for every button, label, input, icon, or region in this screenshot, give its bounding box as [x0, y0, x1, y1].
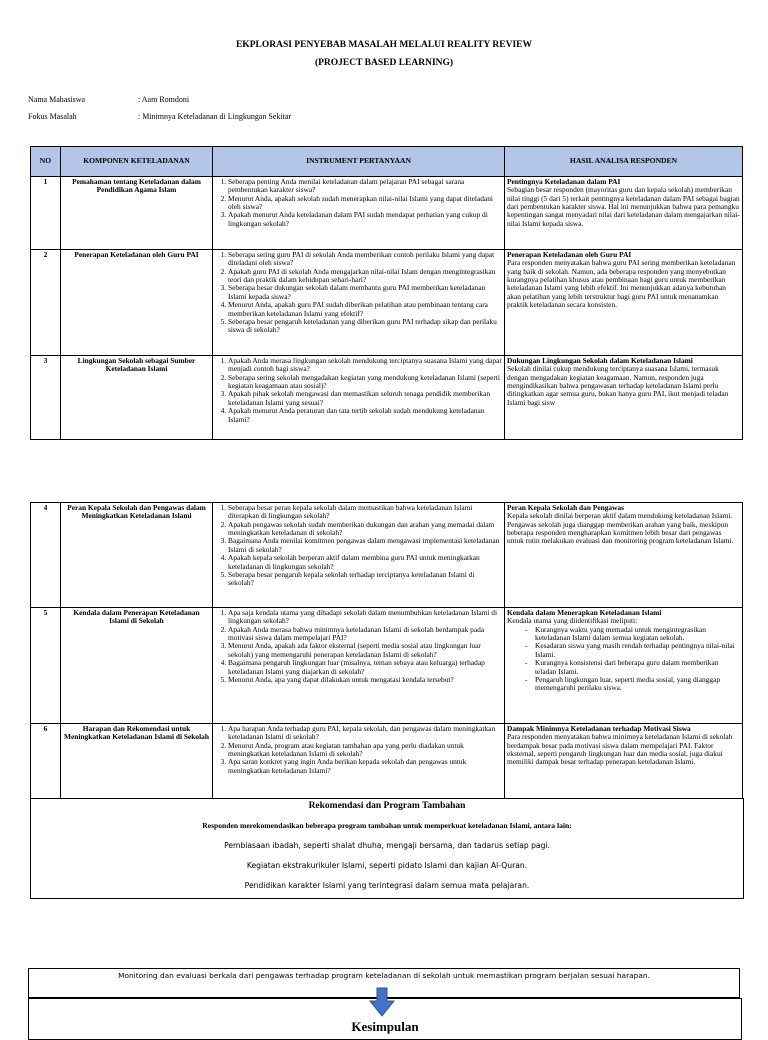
row-komponen: Harapan dan Rekomendasi untuk Meningkatkan Keteladanan Islami di Sekolah — [61, 724, 213, 799]
row-komponen: Kendala dalam Penerapan Keteladanan Islami di Sekolah — [61, 608, 213, 724]
meta-nama-label: Nama Mahasiswa — [28, 95, 86, 104]
question-item: 2. Apakah Anda merasa bahwa minimnya keteladanan Islami di sekolah berdampak pada motivasi siswa dalam mempelajari PAI? — [228, 626, 502, 643]
question-item: 1. Seberapa besar peran kepala sekolah dalam memastikan bahwa keteladanan Islami diterapkan di lingkungan sekolah? — [228, 504, 502, 521]
table-header-row — [31, 147, 743, 177]
col-header-no: NO — [31, 147, 61, 177]
meta-fokus — [28, 112, 292, 121]
recommendation-box — [30, 798, 744, 899]
result-list-item: - Kesadaran siswa yang masih rendah terhadap pentingnya nilai-nilai Islami. — [525, 642, 740, 659]
meta-fokus-label: Fokus Masalah — [28, 112, 77, 121]
col-header-hasil: HASIL ANALISA RESPONDEN — [505, 147, 743, 177]
question-item: 3. Apa saran konkret yang ingin Anda berikan kepada sekolah dan pengawas untuk meningkatkan keteladanan Islami? — [228, 758, 502, 775]
question-item: 2. Menurut Anda, program atau kegiatan tambahan apa yang perlu diadakan untuk meningkatkan keteladanan Islami di sekolah? — [228, 742, 502, 759]
question-item: 4. Bagaimana pengaruh lingkungan luar (misalnya, teman sebaya atau keluarga) terhadap keteladanan Islami yang diajarkan di sekolah? — [228, 659, 502, 676]
document-title: EKPLORASI PENYEBAB MASALAH MELALUI REALITY REVIEW — [235, 40, 533, 50]
result-title: Penerapan Keteladanan oleh Guru PAI — [507, 250, 632, 259]
meta-nama — [28, 95, 190, 104]
question-item: 2. Apakah guru PAI di sekolah Anda mengajarkan nilai-nilai Islam dengan mengintegrasikan teori dan praktik dalam kehidupan sehari-hari? — [228, 268, 502, 285]
table-row — [31, 250, 743, 356]
recommendation-item: Kegiatan ekstrakurikuler Islami, seperti pidato Islami dan kajian Al-Quran. — [246, 861, 528, 870]
result-text: Sebagian besar responden (mayoritas guru dan kepala sekolah) memberikan nilai tinggi (5 dari 5) terkait pentingnya keteladanan dalam PAI sebagai bagian dari pembentukan karakter siswa. Hal ini menunjukkan bahwa para pemangku kepentingan sangat menyadari nilai dari keteladanan dalam mengajarkan nilai-nilai Islami kepada siswa. — [507, 185, 740, 228]
arrow-down-icon — [369, 987, 395, 1017]
row-no: 6 — [31, 724, 61, 799]
table-row — [31, 356, 743, 440]
recommendation-item: Pendidikan karakter Islami yang terintegrasi dalam semua mata pelajaran. — [244, 881, 530, 890]
row-result — [505, 356, 743, 440]
table-row — [31, 608, 743, 724]
result-text: Sekolah dinilai cukup mendukung terciptanya suasana Islami, termasuk dengan mengadakan kegiatan keagamaan. Namun, responden juga mengindikasikan bahwa pengawasan terhadap keteladanan Islami perlu ditingkatkan agar semua guru, bukan hanya guru PAI, ikut menjadi teladan Islami bagi sisw — [507, 364, 729, 407]
analysis-table-part1 — [30, 146, 743, 440]
analysis-table-part2 — [30, 502, 743, 799]
result-text: Para responden menyatakan bahwa guru PAI sering memberikan keteladanan yang baik di sekolah. Namun, ada beberapa responden yang menyebutkan kurangnya pelatihan khusus atau pembinaan bagi guru untuk memberikan keteladanan Islami yang lebih efektif. Ini menunjukkan adanya kebutuhan akan pelatihan yang lebih terstruktur bagi guru PAI untuk menanamkan praktik keteladanan secara konsisten. — [507, 258, 736, 310]
question-item: 2. Seberapa sering sekolah mengadakan kegiatan yang mendukung keteladanan Islami (seperti kegiatan keagamaan atau sosial)? — [228, 374, 502, 391]
row-questions — [213, 250, 505, 356]
question-item: 1. Apa harapan Anda terhadap guru PAI, kepala sekolah, dan pengawas dalam meningkatkan keteladanan Islami di sekolah? — [228, 725, 502, 742]
row-questions — [213, 503, 505, 608]
monitoring-text: Monitoring dan evaluasi berkala dari pengawas terhadap program keteladanan di sekolah untuk memastikan program berjalan sesuai harapan. — [118, 971, 650, 980]
table-row — [31, 177, 743, 250]
question-item: 1. Seberapa penting Anda menilai keteladanan dalam pelajaran PAI sebagai sarana pembentukan karakter siswa? — [228, 178, 502, 195]
question-item: 5. Seberapa besar pengaruh kepala sekolah terhadap terciptanya keteladanan Islami di sekolah? — [228, 571, 502, 588]
question-item: 1. Apakah Anda merasa lingkungan sekolah mendukung terciptanya suasana Islami yang dapat menjadi contoh bagi siswa? — [228, 357, 502, 374]
question-item: 4. Menurut Anda, apakah guru PAI sudah diberikan pelatihan atau pembinaan tentang cara memberikan keteladanan Islami yang efektif? — [228, 301, 502, 318]
row-komponen: Peran Kepala Sekolah dan Pengawas dalam Meningkatkan Keteladanan Islami — [61, 503, 213, 608]
question-item: 3. Apakah pihak sekolah mengawasi dan memastikan seluruh tenaga pendidik memberikan keteladanan Islami yang sesuai? — [228, 390, 502, 407]
result-text: Para responden menyatakan bahwa minimnya keteladanan Islami di sekolah berdampak besar pada motivasi siswa dalam mempelajari PAI. Faktor eksternal, seperti pengaruh lingkungan luar dan media sosial, juga diakui memiliki dampak besar terhadap penerapan keteladanan Islami. — [507, 732, 733, 767]
question-item: 5. Seberapa besar pengaruh keteladanan yang diberikan guru PAI terhadap sikap dan perilaku siswa di sekolah? — [228, 318, 502, 335]
row-no: 5 — [31, 608, 61, 724]
question-item: 2. Menurut Anda, apakah sekolah sudah menerapkan nilai-nilai Islami yang dapat diteladani oleh siswa? — [228, 195, 502, 212]
row-questions — [213, 356, 505, 440]
result-intro: Kendala utama yang diidentifikasi meliputi: — [507, 616, 638, 626]
document-subtitle: (PROJECT BASED LEARNING) — [314, 58, 454, 68]
row-komponen: Pemahaman tentang Keteladanan dalam Pendidikan Agama Islam — [61, 177, 213, 250]
question-item: 3. Seberapa besar dukungan sekolah dalam membantu guru PAI memberikan keteladanan Islami kepada siswa? — [228, 284, 502, 301]
row-questions — [213, 608, 505, 724]
meta-nama-value: : Aam Romdoni — [138, 95, 190, 104]
row-result — [505, 503, 743, 608]
result-list-item: - Kurangnya konsistensi dari beberapa guru dalam memberikan teladan Islami. — [525, 659, 740, 676]
result-title: Kendala dalam Menerapkan Keteladanan Islami — [507, 608, 662, 617]
result-list-item: - Pengaruh lingkungan luar, seperti media sosial, yang dianggap memengaruhi perilaku siswa. — [525, 676, 740, 693]
result-title: Dukungan Lingkungan Sekolah dalam Keteladanan Islami — [507, 356, 693, 365]
question-item: 3. Menurut Anda, apakah ada faktor eksternal (seperti media sosial atau lingkungan luar sekolah) yang memengaruhi penerapan keteladanan Islami di sekolah? — [228, 642, 502, 659]
row-result — [505, 724, 743, 799]
conclusion-label: Kesimpulan — [351, 1019, 419, 1034]
question-item: 4. Apakah kepala sekolah berperan aktif dalam membina guru PAI untuk meningkatkan keteladanan di lingkungan sekolah? — [228, 554, 502, 571]
result-text: Kepala sekolah dinilai berperan aktif dalam mendukung keteladanan Islami. Pengawas sekolah juga dianggap memberikan arahan yang baik, meskipun beberapa responden mengharapkan komitmen lebih besar dari pengawas untuk rutin melakukan evaluasi dan monitoring program keteladanan Islami. — [507, 511, 734, 546]
result-list-item: - Kurangnya waktu yang memadai untuk mengintegrasikan keteladanan Islami dalam semua kegiatan sekolah. — [525, 626, 740, 643]
row-result — [505, 608, 743, 724]
result-title: Peran Kepala Sekolah dan Pengawas — [507, 503, 625, 512]
recommendation-title: Rekomendasi dan Program Tambahan — [308, 801, 466, 811]
question-item: 1. Apa saja kendala utama yang dihadapi sekolah dalam menumbuhkan keteladanan Islami di lingkungan sekolah? — [228, 609, 502, 626]
row-no: 1 — [31, 177, 61, 250]
question-item: 4. Apakah menurut Anda peraturan dan tata tertib sekolah sudah mendukung keteladanan Islami? — [228, 407, 502, 424]
result-title: Dampak Minimnya Keteladanan terhadap Motivasi Siswa — [507, 724, 691, 733]
question-item: 2. Apakah pengawas sekolah sudah memberikan dukungan dan arahan yang memadai dalam meningkatkan keteladanan di sekolah? — [228, 521, 502, 538]
question-item: 3. Apakah menurut Anda keteladanan dalam PAI sudah mendapat perhatian yang cukup di lingkungan sekolah? — [228, 211, 502, 228]
row-no: 2 — [31, 250, 61, 356]
question-item: 3. Bagaimana Anda menilai komitmen pengawas dalam mengawasi implementasi keteladanan Islami di sekolah? — [228, 537, 502, 554]
row-no: 3 — [31, 356, 61, 440]
table-row — [31, 724, 743, 799]
row-result — [505, 177, 743, 250]
table-row — [31, 503, 743, 608]
recommendation-intro: Responden merekomendasikan beberapa program tambahan untuk memperkuat keteladanan Islami, antara lain: — [202, 821, 572, 830]
result-title: Pentingnya Keteladanan dalam PAI — [507, 177, 621, 186]
row-result — [505, 250, 743, 356]
question-item: 5. Menurut Anda, apa yang dapat dilakukan untuk mengatasi kendala tersebut? — [228, 676, 502, 684]
row-komponen: Penerapan Keteladanan oleh Guru PAI — [61, 250, 213, 356]
col-header-instrument: INSTRUMENT PERTANYAAN — [213, 147, 505, 177]
row-questions — [213, 724, 505, 799]
row-no: 4 — [31, 503, 61, 608]
recommendation-item: Pembiasaan ibadah, seperti shalat dhuha, mengaji bersama, dan tadarus setiap pagi. — [224, 841, 550, 850]
row-questions — [213, 177, 505, 250]
meta-fokus-value: : Minimnya Keteladanan di Lingkungan Sekitar — [138, 112, 292, 121]
row-komponen: Lingkungan Sekolah sebagai Sumber Keteladanan Islami — [61, 356, 213, 440]
col-header-komponen: KOMPONEN KETELADANAN — [61, 147, 213, 177]
question-item: 1. Seberapa sering guru PAI di sekolah Anda memberikan contoh perilaku Islami yang dapat diteladani oleh siswa? — [228, 251, 502, 268]
